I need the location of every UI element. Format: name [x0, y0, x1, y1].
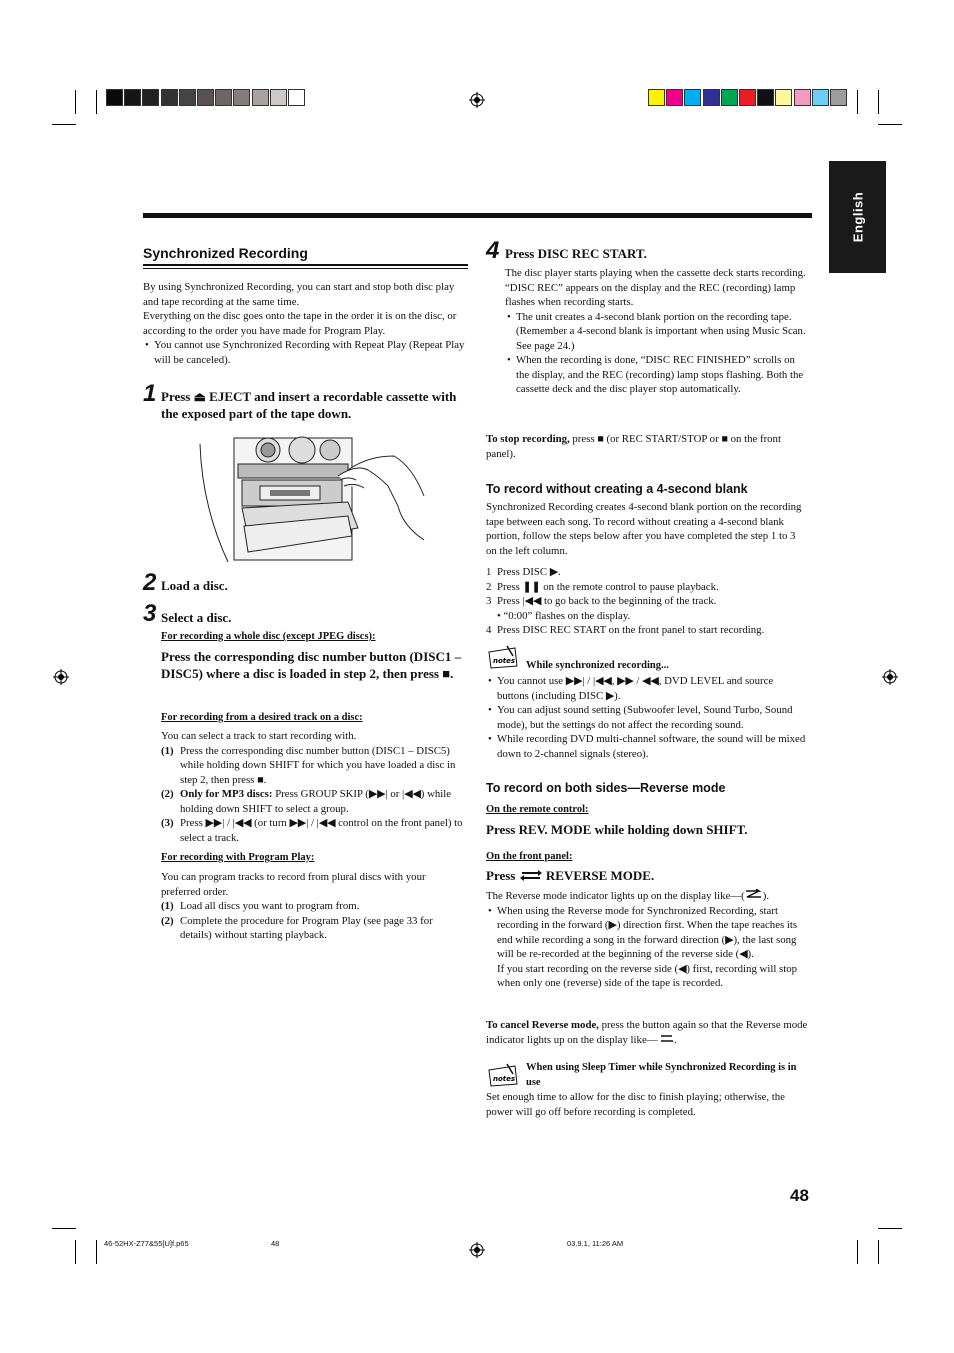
- color-swatch: [142, 89, 159, 106]
- color-swatch: [233, 89, 250, 106]
- color-swatch: [648, 89, 665, 106]
- color-swatch: [270, 89, 287, 106]
- notes-icon: [487, 644, 519, 670]
- language-tab: [829, 161, 886, 273]
- registration-mark-icon: [53, 669, 69, 685]
- step-1-text: Press ⏏ EJECT and insert a recordable cassette with the exposed part of the tape down.: [161, 389, 457, 421]
- color-swatch: [252, 89, 269, 106]
- stop-recording-note: To stop recording, press ■ (or REC START/STOP or ■ on the front panel).: [486, 433, 781, 460]
- step-4-text: Press DISC REC START.: [505, 246, 647, 261]
- color-swatch: [161, 89, 178, 106]
- section-title: Synchronized Recording: [143, 245, 308, 261]
- title-rule: [143, 264, 468, 266]
- reverse-mode-details: The Reverse mode indicator lights up on the display like—( ). • When using the Reverse mode for Synchronized Recording, start recording in the forward (▶) direction first. When the tape reaches its end while recording a song in the forward direction (▶), the last song will be re-recorded at the beginning of the reverse side (◀). If you start recording on the reverse side (◀) first, recording will stop when only one (reverse) side of the tape is recorded.: [486, 889, 808, 991]
- blank-steps-list: 1 Press DISC ▶. 2 Press ❚❚ on the remote control to pause playback. 3 Press |◀◀ to go back to the beginning of the track. • “0:00” flashes on the display. 4 Press DISC REC START on the front panel to start recording.: [486, 566, 765, 636]
- step-3-text: Select a disc.: [161, 610, 232, 625]
- whole-disc-text: Press the corresponding disc number button (DISC1 – DISC5) where a disc is loaded in step 2, then press ■.: [161, 649, 462, 681]
- color-swatch: [106, 89, 123, 106]
- blank-section-text: Synchronized Recording creates 4-second blank portion on the recording tape between each song. To record without creating a 4-second blank portion, follow the steps below after you have completed the step 1 to 3 on the left column.: [486, 501, 802, 557]
- header-rule: [143, 213, 812, 218]
- cassette-insert-illustration: [198, 436, 428, 564]
- reverse-mode-icon: [519, 869, 543, 881]
- step-1-number: 1: [143, 380, 157, 407]
- remote-control-text: Press REV. MODE while holding down SHIFT.: [486, 822, 748, 837]
- notes-2-heading: When using Sleep Timer while Synchronized Recording is in use: [526, 1062, 797, 1088]
- step-2-number: 2: [143, 569, 157, 596]
- step-4-number: 4: [486, 237, 500, 264]
- color-swatch: [684, 89, 701, 106]
- desired-track-heading: For recording from a desired track on a disc:: [161, 712, 363, 723]
- color-swatch: [794, 89, 811, 106]
- footer-filename: 46-52HX-Z77&55[U]f.p65: [104, 1239, 189, 1248]
- intro-bullet: • You cannot use Synchronized Recording with Repeat Play (Repeat Play will be canceled).: [143, 338, 468, 367]
- reverse-off-indicator-icon: [660, 1034, 674, 1043]
- color-swatch: [812, 89, 829, 106]
- step-3-number: 3: [143, 600, 157, 627]
- step-2-text: Load a disc.: [161, 578, 228, 593]
- reverse-indicator-icon: [745, 889, 763, 899]
- whole-disc-heading: For recording a whole disc (except JPEG discs):: [161, 631, 376, 642]
- color-swatch: [124, 89, 141, 106]
- registration-mark-icon: [469, 92, 485, 108]
- notes-1-heading: While synchronized recording...: [526, 660, 669, 671]
- front-panel-text: Press REVERSE MODE.: [486, 868, 655, 883]
- color-swatch: [739, 89, 756, 106]
- desired-track-list: You can select a track to start recording with. (1) Press the corresponding disc number button (DISC1 – DISC5) while holding down SHIFT for which you have loaded a disc in step 2, then press ■. (2) Only for MP3 discs: Press GROUP SKIP (▶▶| or |◀◀) while holding down SHIFT to select a group. (3) Press ▶▶| / |◀◀ (or turn ▶▶| / |◀◀ control on the front panel) to select a track.: [161, 730, 463, 844]
- color-swatch: [288, 89, 305, 106]
- footer-date: 03.9.1, 11:26 AM: [567, 1239, 624, 1248]
- reverse-section-title: To record on both sides—Reverse mode: [486, 781, 726, 795]
- notes-icon: [487, 1062, 519, 1088]
- step-4-details: The disc player starts playing when the cassette deck starts recording. “DISC REC” appears on the display and the REC (recording) lamp flashes when recording starts. • The unit creates a 4-second blank portion on the recording tape. (Remember a 4-second blank is important when using Music Scan. See page 24.) • When the recording is done, “DISC REC FINISHED” scrolls on the display, and the REC (recording) lamp stops flashing. Both the cassette deck and the disc player stop automatically.: [505, 266, 810, 397]
- page-number: 48: [790, 1186, 809, 1205]
- color-swatch: [666, 89, 683, 106]
- color-swatch: [721, 89, 738, 106]
- intro-text: By using Synchronized Recording, you can start and stop both disc play and tape recording at the same time. Everything on the disc goes onto the tape in the order it is on the disc, or according to the order you have made for Program Play. • You cannot use Synchronized Recording with Repeat Play (Repeat Play will be canceled).: [143, 280, 468, 367]
- registration-mark-icon: [469, 1242, 485, 1258]
- color-swatch: [830, 89, 847, 106]
- color-swatch: [215, 89, 232, 106]
- front-panel-heading: On the front panel:: [486, 851, 573, 862]
- color-swatch: [197, 89, 214, 106]
- color-swatch: [703, 89, 720, 106]
- program-play-heading: For recording with Program Play:: [161, 852, 315, 863]
- cancel-reverse-note: To cancel Reverse mode, press the button again so that the Reverse mode indicator lights up on the display like— .: [486, 1019, 808, 1046]
- svg-text:notes: notes: [493, 657, 516, 665]
- notes-2-text: Set enough time to allow for the disc to finish playing; otherwise, the power will go off before recording is completed.: [486, 1091, 785, 1118]
- footer-page: 48: [271, 1239, 280, 1248]
- color-swatch: [179, 89, 196, 106]
- blank-section-title: To record without creating a 4-second blank: [486, 482, 748, 496]
- svg-text:notes: notes: [493, 1075, 516, 1083]
- color-swatch: [775, 89, 792, 106]
- color-swatch: [757, 89, 774, 106]
- registration-mark-icon: [882, 669, 898, 685]
- program-play-list: You can program tracks to record from plural discs with your preferred order. (1) Load all discs you want to program from. (2) Complete the procedure for Program Play (see page 33 for details) without starting playback.: [161, 871, 433, 941]
- title-rule-thin: [143, 268, 468, 269]
- notes-1-list: • You cannot use ▶▶| / |◀◀, ▶▶ / ◀◀, DVD LEVEL and source buttons (including DISC ▶). • You can adjust sound setting (Subwoofer level, Sound Turbo, Sound mode), but the settings do not affect the recording sound. • While recording DVD multi-channel software, the sound will be mixed down to 2-channel signals (stereo).: [486, 674, 806, 761]
- remote-control-heading: On the remote control:: [486, 804, 589, 815]
- language-tab-label: English: [850, 191, 865, 243]
